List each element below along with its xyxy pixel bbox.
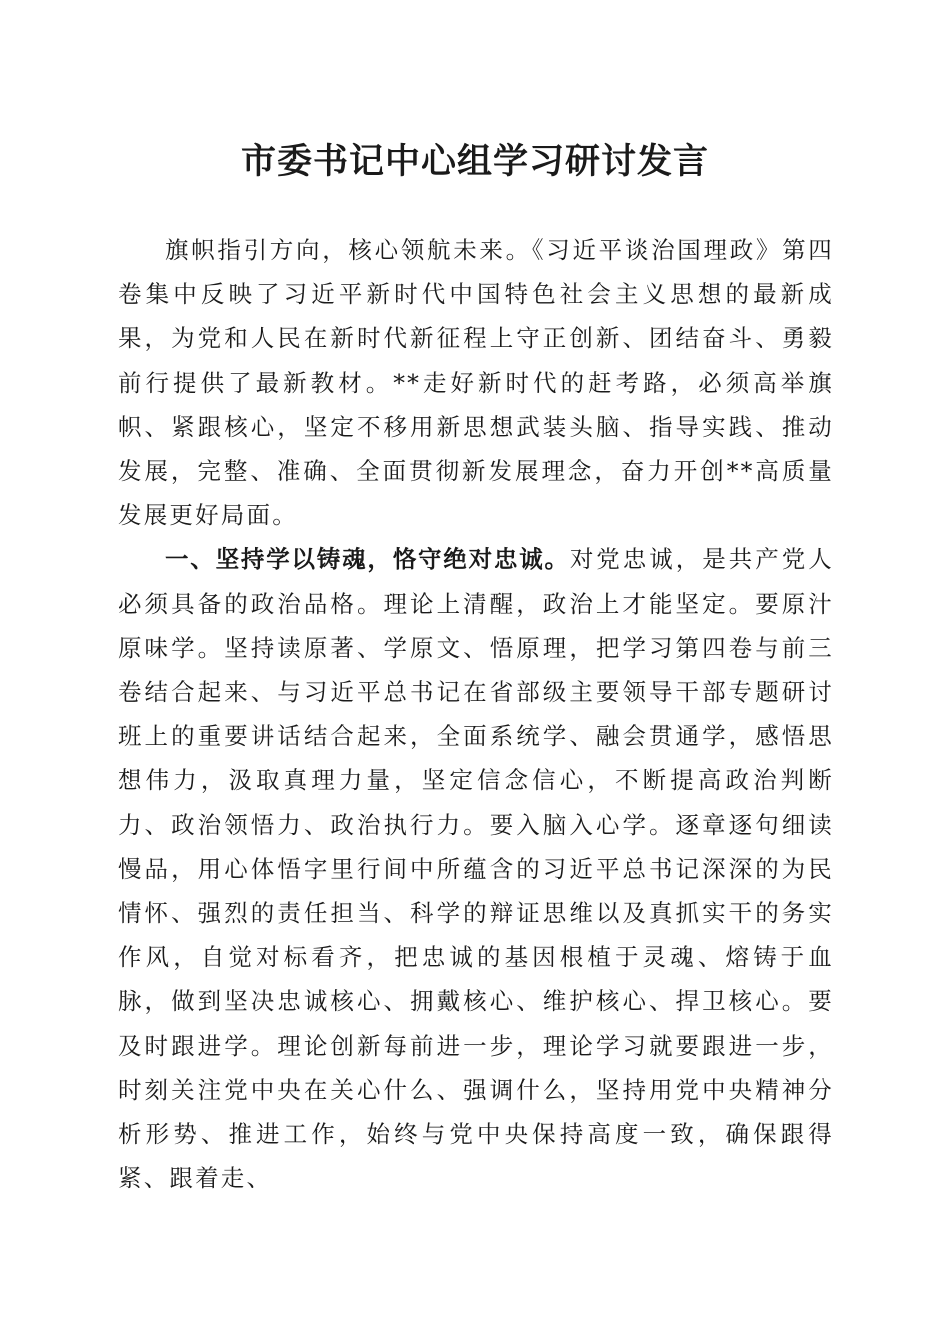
paragraph-text: 对党忠诚，是共产党人必须具备的政治品格。理论上清醒，政治上才能坚定。要原汁原味学。坚持读原著、学原文、悟原理，把学习第四卷与前三卷结合起来、与习近平总书记在省部级主要领导干部专题研讨班上的重要讲话结合起来，全面系统学、融会贯通学，感悟思想伟力，汲取真理力量，坚定信念信心，不断提高政治判断力、政治领悟力、政治执行力。要入脑入心学。逐章逐句细读慢品，用心体悟字里行间中所蕴含的习近平总书记深深的为民情怀、强烈的责任担当、科学的辩证思维以及真抓实干的务实作风，自觉对标看齐，把忠诚的基因根植于灵魂、熔铸于血脉，做到坚决忠诚核心、拥戴核心、维护核心、捍卫核心。要及时跟进学。理论创新每前进一步，理论学习就要跟进一步，时刻关注党中央在关心什么、强调什么，坚持用党中央精神分析形势、推进工作，始终与党中央保持高度一致，确保跟得紧、跟着走、 xyxy=(118,545,835,1193)
paragraph-text: 旗帜指引方向，核心领航未来。《习近平谈治国理政》第四卷集中反映了习近平新时代中国特色社会主义思想的最新成果，为党和人民在新时代新征程上守正创新、团结奋斗、勇毅前行提供了最新教材。**走好新时代的赶考路，必须高举旗帜、紧跟核心，坚定不移用新思想武装头脑、指导实践、推动发展，完整、准确、全面贯彻新发展理念，奋力开创**高质量发展更好局面。 xyxy=(118,236,834,530)
paragraph-section-1 xyxy=(118,537,834,1200)
document-body xyxy=(118,228,834,1200)
section-heading: 一、坚持学以铸魂，恪守绝对忠诚。 xyxy=(165,545,570,574)
document-title: 市委书记中心组学习研讨发言 xyxy=(240,141,709,182)
paragraph-intro xyxy=(118,228,834,537)
